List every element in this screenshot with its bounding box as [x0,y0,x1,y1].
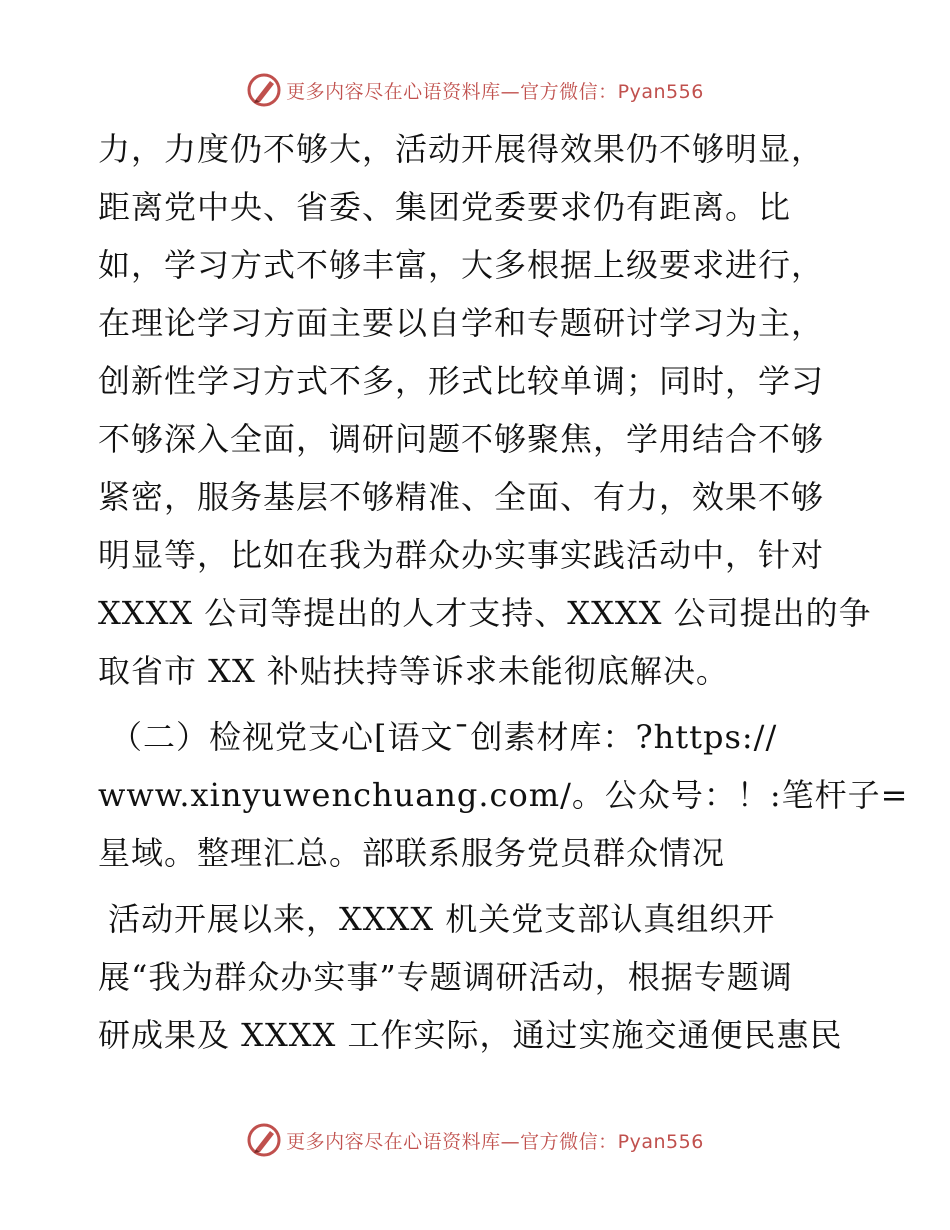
text-line: 明显等，比如在我为群众办实事实践活动中，针对 [98,536,825,574]
paragraph-2-heading [98,708,909,882]
header-text: 更多内容尽在心语资料库—官方微信：Pyan556 [286,80,704,103]
document-body [98,120,909,1064]
text-line: 在理论学习方面主要以自学和专题研讨学习为主， [98,304,825,342]
text-line: 如，学习方式不够丰富，大多根据上级要求进行， [98,246,825,284]
paragraph-3 [98,890,858,1064]
pen-logo-icon [246,72,282,108]
paragraph-1 [98,120,872,700]
text-line: （二）检视党支心[语文¯创素材库：?https:// [110,718,778,756]
text-line: 创新性学习方式不多，形式比较单调；同时，学习 [98,362,825,400]
text-line: XXXX 公司等提出的人才支持、XXXX 公司提出的争 [98,594,872,632]
header-watermark [0,68,950,112]
text-line: 活动开展以来，XXXX 机关党支部认真组织开 [108,900,776,938]
footer-text: 更多内容尽在心语资料库—官方微信：Pyan556 [286,1130,704,1153]
text-line: 展“我为群众办实事”专题调研活动，根据专题调 [98,958,793,996]
footer-watermark [0,1118,950,1162]
text-line: 不够深入全面，调研问题不够聚焦，学用结合不够 [98,420,825,458]
text-line: www.xinyuwenchuang.com/。公众号：！:笔杆子= [98,776,909,814]
text-line: 力，力度仍不够大，活动开展得效果仍不够明显， [98,130,825,168]
text-line: 研成果及 XXXX 工作实际，通过实施交通便民惠民 [98,1016,843,1054]
text-line: 星域。整理汇总。部联系服务党员群众情况 [98,834,726,872]
text-line: 取省市 XX 补贴扶持等诉求未能彻底解决。 [98,652,729,690]
text-line: 紧密，服务基层不够精准、全面、有力，效果不够 [98,478,825,516]
pen-logo-icon [246,1122,282,1158]
text-line: 距离党中央、省委、集团党委要求仍有距离。比 [98,188,792,226]
